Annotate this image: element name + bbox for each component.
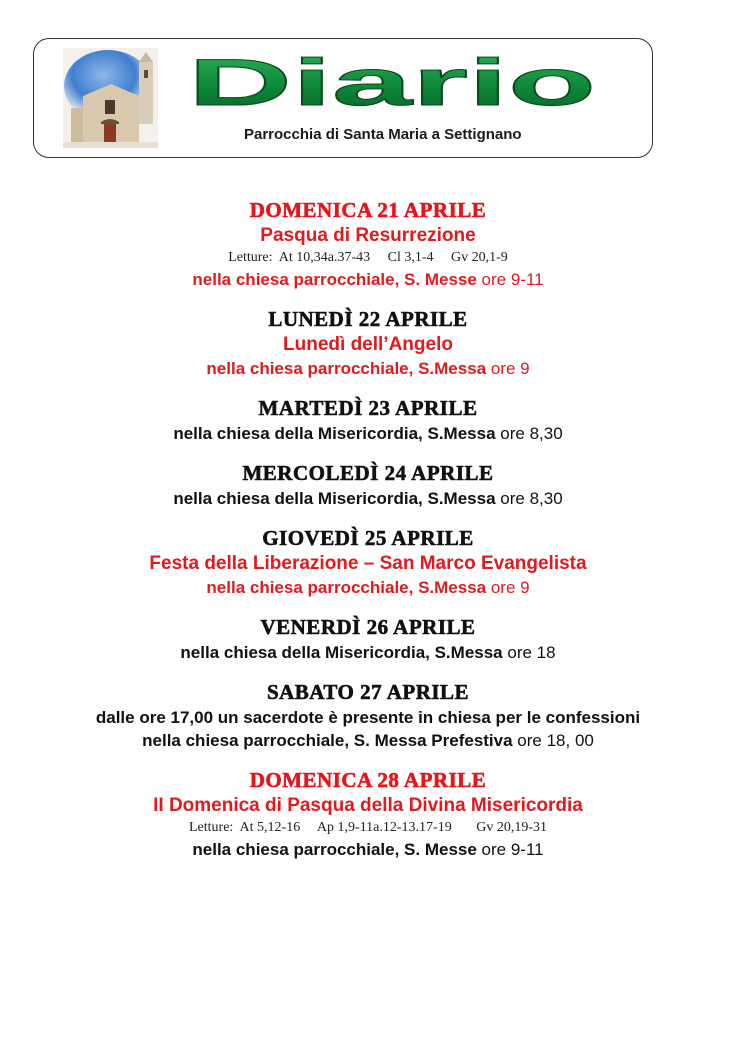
parish-name: Parrocchia di Santa Maria a Settignano bbox=[244, 126, 522, 143]
mass-location: nella chiesa della Misericordia, S.Messa bbox=[173, 424, 496, 443]
day-heading: GIOVEDÌ 25 APRILE bbox=[262, 526, 474, 550]
day-heading: DOMENICA 21 APRILE bbox=[249, 198, 487, 222]
day-entry bbox=[0, 678, 736, 752]
day-heading: MERCOLEDÌ 24 APRILE bbox=[242, 461, 494, 485]
mass-time: ore 8,30 bbox=[495, 424, 563, 443]
day-heading: VENERDÌ 26 APRILE bbox=[260, 615, 476, 639]
mass-info bbox=[0, 357, 736, 380]
mass-location: nella chiesa parrocchiale, S. Messe bbox=[192, 840, 477, 859]
mass-time: ore 9-11 bbox=[476, 270, 544, 289]
day-heading: MARTEDÌ 23 APRILE bbox=[258, 396, 478, 420]
mass-location: nella chiesa parrocchiale, S. Messa Prefestiva bbox=[142, 731, 513, 750]
mass-location: nella chiesa della Misericordia, S.Messa bbox=[173, 489, 496, 508]
feast-title: Pasqua di Resurrezione bbox=[260, 225, 476, 246]
mass-time: ore 18, 00 bbox=[512, 731, 594, 750]
mass-time: ore 9-11 bbox=[476, 840, 544, 859]
day-entry bbox=[0, 613, 736, 664]
mass-time: ore 18 bbox=[502, 643, 556, 662]
day-heading: DOMENICA 28 APRILE bbox=[249, 768, 487, 792]
readings: Letture: At 10,34a.37-43 Cl 3,1-4 Gv 20,1-9 bbox=[228, 250, 508, 265]
day-entry bbox=[0, 766, 736, 861]
day-entry bbox=[0, 459, 736, 510]
mass-info bbox=[0, 641, 736, 664]
mass-info bbox=[0, 838, 736, 861]
day-entry bbox=[0, 305, 736, 380]
day-heading: SABATO 27 APRILE bbox=[266, 680, 470, 704]
mass-location: nella chiesa della Misericordia, S.Messa bbox=[180, 643, 503, 662]
church-image bbox=[63, 48, 158, 148]
church-icon bbox=[63, 48, 158, 148]
mass-time: ore 9 bbox=[486, 359, 530, 378]
mass-location: nella chiesa parrocchiale, S.Messa bbox=[206, 578, 487, 597]
logo-title-text: Diario bbox=[188, 45, 596, 119]
mass-time: ore 9 bbox=[486, 578, 530, 597]
confession-note: dalle ore 17,00 un sacerdote è presente in chiesa per le confessioni bbox=[95, 708, 641, 727]
day-heading: LUNEDÌ 22 APRILE bbox=[268, 307, 468, 331]
feast-title: Lunedì dell’Angelo bbox=[283, 334, 453, 355]
mass-info bbox=[0, 422, 736, 445]
header-banner bbox=[33, 38, 653, 158]
feast-title: Festa della Liberazione – San Marco Evangelista bbox=[149, 553, 587, 574]
mass-info bbox=[0, 729, 736, 752]
day-entry bbox=[0, 524, 736, 599]
readings: Letture: At 5,12-16 Ap 1,9-11a.12-13.17-19 Gv 20,19-31 bbox=[189, 820, 547, 835]
mass-info bbox=[0, 268, 736, 291]
mass-location: nella chiesa parrocchiale, S. Messe bbox=[192, 270, 477, 289]
mass-info bbox=[0, 576, 736, 599]
diario-logo bbox=[184, 39, 604, 119]
mass-time: ore 8,30 bbox=[495, 489, 563, 508]
feast-title: II Domenica di Pasqua della Divina Misericordia bbox=[153, 795, 583, 816]
day-entry bbox=[0, 394, 736, 445]
mass-location: nella chiesa parrocchiale, S.Messa bbox=[206, 359, 487, 378]
mass-info bbox=[0, 487, 736, 510]
day-entry bbox=[0, 196, 736, 291]
schedule bbox=[0, 196, 736, 875]
